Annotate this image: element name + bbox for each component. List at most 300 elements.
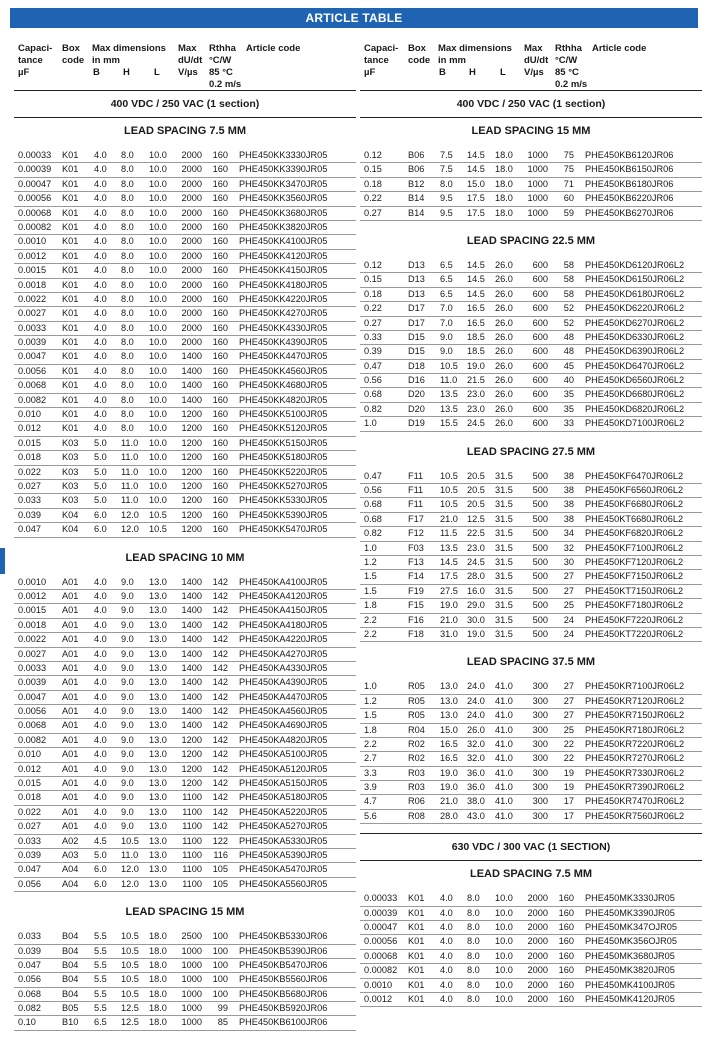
article-code: PHE450KD6560JR06L2 xyxy=(585,375,685,386)
table-row xyxy=(14,163,356,177)
capacitance: 0.010 xyxy=(18,749,41,760)
du-dt: 600 xyxy=(532,346,548,357)
rthha: 160 xyxy=(212,365,228,376)
dim-h: 8.0 xyxy=(467,922,480,933)
table-rows xyxy=(360,680,702,824)
capacitance: 0.033 xyxy=(18,495,41,506)
dim-b: 7.0 xyxy=(440,303,453,314)
dim-h: 9.0 xyxy=(121,576,134,587)
article-code: PHE450KA4100JR05 xyxy=(239,576,328,587)
box-code: K03 xyxy=(62,480,79,491)
dim-b: 6.5 xyxy=(440,288,453,299)
table-row xyxy=(360,964,702,978)
article-code: PHE450KK4680JR05 xyxy=(239,380,328,391)
dim-h: 11.0 xyxy=(121,437,139,448)
box-code: F15 xyxy=(408,600,424,611)
dim-l: 26.0 xyxy=(495,274,513,285)
dim-h: 38.0 xyxy=(467,796,485,807)
table-row xyxy=(360,513,702,527)
dim-l: 41.0 xyxy=(495,681,513,692)
dim-h: 11.0 xyxy=(121,466,139,477)
article-code: PHE450KA5560JR05 xyxy=(239,878,328,889)
box-code: B04 xyxy=(62,988,79,999)
box-code: A01 xyxy=(62,706,79,717)
box-code: R05 xyxy=(408,681,425,692)
dim-l: 10.0 xyxy=(149,221,167,232)
article-code: PHE450KB6180JR06 xyxy=(585,178,674,189)
box-code: R05 xyxy=(408,710,425,721)
du-dt: 500 xyxy=(532,600,548,611)
dim-h: 12.0 xyxy=(121,864,139,875)
box-code: A04 xyxy=(62,878,79,889)
article-code: PHE450KD6820JR06L2 xyxy=(585,403,685,414)
dim-l: 41.0 xyxy=(495,767,513,778)
box-code: F12 xyxy=(408,528,424,539)
box-code: F17 xyxy=(408,513,424,524)
du-dt: 1200 xyxy=(181,749,202,760)
box-code: R02 xyxy=(408,738,425,749)
box-code: K01 xyxy=(62,380,79,391)
article-code: PHE450KA5220JR05 xyxy=(239,806,328,817)
box-code: F11 xyxy=(408,499,424,510)
du-dt: 500 xyxy=(532,585,548,596)
column-header xyxy=(14,40,356,90)
left-column xyxy=(14,40,356,1040)
dim-l: 31.5 xyxy=(495,556,513,567)
article-code: PHE450KR7180JR06L2 xyxy=(585,724,685,735)
article-code: PHE450KA5100JR05 xyxy=(239,749,328,760)
du-dt: 2000 xyxy=(181,337,202,348)
article-code: PHE450KK4120JR05 xyxy=(239,250,328,261)
box-code: K01 xyxy=(62,178,79,189)
dim-h: 24.5 xyxy=(467,556,485,567)
dim-b: 4.0 xyxy=(440,965,453,976)
article-code: PHE450KK4820JR05 xyxy=(239,394,328,405)
dim-l: 13.0 xyxy=(149,648,167,659)
rthha: 142 xyxy=(212,778,228,789)
rthha: 160 xyxy=(212,437,228,448)
du-dt: 300 xyxy=(532,681,548,692)
dim-b: 6.5 xyxy=(440,274,453,285)
header-max-dimensions: Max dimensions in mm xyxy=(438,43,512,66)
capacitance: 0.0039 xyxy=(18,337,47,348)
table-row xyxy=(14,178,356,192)
dim-l: 10.0 xyxy=(149,437,167,448)
capacitance: 2.7 xyxy=(364,753,377,764)
du-dt: 1100 xyxy=(182,878,202,889)
du-dt: 2000 xyxy=(527,979,548,990)
table-row xyxy=(360,345,702,359)
box-code: B14 xyxy=(408,193,425,204)
du-dt: 2000 xyxy=(181,265,202,276)
du-dt: 500 xyxy=(532,485,548,496)
dim-b: 5.0 xyxy=(94,437,107,448)
capacitance: 0.0012 xyxy=(18,590,47,601)
dim-h: 8.0 xyxy=(121,365,134,376)
dim-l: 18.0 xyxy=(495,164,513,175)
box-code: A01 xyxy=(62,590,79,601)
dim-b: 10.5 xyxy=(440,499,458,510)
rthha: 160 xyxy=(212,423,228,434)
dim-b: 7.0 xyxy=(440,317,453,328)
dim-l: 10.0 xyxy=(149,394,167,405)
du-dt: 2000 xyxy=(181,221,202,232)
article-code: PHE450KR7120JR06L2 xyxy=(585,695,685,706)
du-dt: 1400 xyxy=(181,677,202,688)
capacitance: 0.00068 xyxy=(18,207,52,218)
dim-l: 31.5 xyxy=(495,499,513,510)
box-code: K01 xyxy=(62,394,79,405)
capacitance: 0.00033 xyxy=(364,893,398,904)
capacitance: 0.0027 xyxy=(18,308,47,319)
box-code: B10 xyxy=(62,1017,79,1028)
article-code: PHE450KK4270JR05 xyxy=(239,308,328,319)
du-dt: 1200 xyxy=(181,495,202,506)
du-dt: 1200 xyxy=(181,480,202,491)
dim-l: 13.0 xyxy=(149,821,167,832)
dim-h: 12.5 xyxy=(467,513,485,524)
article-code: PHE450KF6560JR06L2 xyxy=(585,485,684,496)
dim-b: 21.0 xyxy=(440,796,458,807)
article-code: PHE450KB6270JR06 xyxy=(585,207,674,218)
dim-h: 9.0 xyxy=(121,792,134,803)
article-code: PHE450MK3330JR05 xyxy=(585,893,675,904)
dim-b: 4.0 xyxy=(94,207,107,218)
table-row xyxy=(360,892,702,906)
capacitance: 0.0039 xyxy=(18,677,47,688)
capacitance: 0.47 xyxy=(364,470,382,481)
dim-l: 41.0 xyxy=(495,724,513,735)
dim-b: 4.0 xyxy=(440,936,453,947)
dim-b: 13.5 xyxy=(440,389,458,400)
capacitance: 0.039 xyxy=(18,849,41,860)
du-dt: 2000 xyxy=(181,178,202,189)
du-dt: 300 xyxy=(532,710,548,721)
box-code: K01 xyxy=(408,893,425,904)
dim-l: 10.0 xyxy=(149,337,167,348)
capacitance: 0.12 xyxy=(364,150,382,160)
box-code: A01 xyxy=(62,677,79,688)
article-code: PHE450KA4690JR05 xyxy=(239,720,328,731)
dim-h: 23.0 xyxy=(467,542,485,553)
capacitance: 0.0056 xyxy=(18,365,47,376)
du-dt: 1200 xyxy=(181,734,202,745)
du-dt: 2500 xyxy=(181,931,202,942)
voltage-rating: 400 VDC / 250 VAC (1 section) xyxy=(360,90,702,118)
dim-l: 41.0 xyxy=(495,796,513,807)
article-code: PHE450KK4150JR05 xyxy=(239,265,328,276)
du-dt: 500 xyxy=(532,628,548,639)
dim-b: 4.0 xyxy=(94,734,107,745)
box-code: K01 xyxy=(62,308,79,319)
column-header xyxy=(360,40,702,90)
rthha: 160 xyxy=(558,979,574,990)
box-code: D15 xyxy=(408,346,425,357)
table-row xyxy=(14,408,356,422)
dim-l: 26.0 xyxy=(495,403,513,414)
box-code: B05 xyxy=(62,1003,79,1014)
header-b: B xyxy=(439,67,446,78)
box-code: K01 xyxy=(62,423,79,434)
capacitance: 0.0012 xyxy=(18,250,47,261)
rthha: 160 xyxy=(212,265,228,276)
dim-l: 10.0 xyxy=(149,308,167,319)
capacitance: 0.00033 xyxy=(18,150,52,160)
dim-h: 9.0 xyxy=(121,821,134,832)
dim-h: 16.5 xyxy=(467,303,485,314)
capacitance: 0.68 xyxy=(364,499,382,510)
dim-l: 13.0 xyxy=(149,763,167,774)
table-row xyxy=(360,178,702,192)
du-dt: 2000 xyxy=(181,193,202,204)
du-dt: 500 xyxy=(532,614,548,625)
dim-l: 10.0 xyxy=(149,380,167,391)
dim-l: 13.0 xyxy=(149,878,167,889)
dim-h: 9.0 xyxy=(121,648,134,659)
dim-l: 26.0 xyxy=(495,360,513,371)
dim-l: 13.0 xyxy=(149,806,167,817)
du-dt: 1100 xyxy=(182,821,202,832)
dim-l: 10.0 xyxy=(495,922,513,933)
dim-h: 20.5 xyxy=(467,485,485,496)
capacitance: 1.8 xyxy=(364,600,377,611)
rthha: 100 xyxy=(212,931,228,942)
table-row xyxy=(360,542,702,556)
box-code: K01 xyxy=(408,907,425,918)
box-code: B04 xyxy=(62,974,79,985)
dim-b: 6.0 xyxy=(94,864,107,875)
table-row xyxy=(360,585,702,599)
box-code: K03 xyxy=(62,452,79,463)
capacitance: 3.9 xyxy=(364,782,377,793)
dim-l: 18.0 xyxy=(149,945,167,956)
dim-b: 5.5 xyxy=(94,931,107,942)
dim-l: 18.0 xyxy=(495,178,513,189)
capacitance: 0.0056 xyxy=(18,706,47,717)
box-code: D15 xyxy=(408,331,425,342)
box-code: A03 xyxy=(62,849,79,860)
article-code: PHE450KB6100JR06 xyxy=(239,1017,328,1028)
capacitance: 0.39 xyxy=(364,346,382,357)
dim-h: 8.0 xyxy=(467,907,480,918)
box-code: K01 xyxy=(62,293,79,304)
dim-b: 4.0 xyxy=(94,720,107,731)
capacitance: 0.0022 xyxy=(18,634,47,645)
rthha: 160 xyxy=(212,380,228,391)
box-code: A01 xyxy=(62,720,79,731)
dim-l: 31.5 xyxy=(495,528,513,539)
rthha: 142 xyxy=(212,619,228,630)
table-row xyxy=(14,322,356,336)
dim-h: 8.0 xyxy=(121,423,134,434)
rthha: 160 xyxy=(212,236,228,247)
dim-h: 12.0 xyxy=(121,524,139,535)
capacitance: 0.0015 xyxy=(18,605,47,616)
box-code: R04 xyxy=(408,724,425,735)
du-dt: 1000 xyxy=(527,150,548,160)
du-dt: 1400 xyxy=(181,648,202,659)
capacitance: 0.22 xyxy=(364,193,382,204)
dim-h: 9.0 xyxy=(121,590,134,601)
capacitance: 0.039 xyxy=(18,945,41,956)
dim-h: 17.5 xyxy=(467,193,485,204)
header-b: B xyxy=(93,67,100,78)
dim-l: 10.0 xyxy=(495,936,513,947)
capacitance: 0.47 xyxy=(364,360,382,371)
dim-h: 17.5 xyxy=(467,207,485,218)
article-code: PHE450KA5150JR05 xyxy=(239,778,328,789)
dim-l: 10.0 xyxy=(149,423,167,434)
box-code: K01 xyxy=(62,236,79,247)
article-code: PHE450KF7120JR06L2 xyxy=(585,556,684,567)
table-row xyxy=(360,374,702,388)
article-code: PHE450KD6120JR06L2 xyxy=(585,259,685,270)
box-code: D20 xyxy=(408,403,425,414)
article-code: PHE450KA4220JR05 xyxy=(239,634,328,645)
dim-b: 6.5 xyxy=(440,259,453,270)
dim-l: 10.0 xyxy=(149,495,167,506)
table-row xyxy=(14,422,356,436)
article-code: PHE450KK3680JR05 xyxy=(239,207,328,218)
dim-h: 8.0 xyxy=(467,979,480,990)
dim-h: 23.0 xyxy=(467,389,485,400)
du-dt: 300 xyxy=(532,724,548,735)
dim-l: 10.0 xyxy=(495,993,513,1004)
box-code: K03 xyxy=(62,466,79,477)
dim-h: 30.0 xyxy=(467,614,485,625)
article-code: PHE450KD6470JR06L2 xyxy=(585,360,685,371)
rthha: 160 xyxy=(558,965,574,976)
dim-h: 19.0 xyxy=(467,628,485,639)
box-code: K01 xyxy=(62,351,79,362)
box-code: A01 xyxy=(62,605,79,616)
capacitance: 0.27 xyxy=(364,317,382,328)
dim-l: 10.0 xyxy=(495,979,513,990)
article-code: PHE450KD7100JR06L2 xyxy=(585,418,685,429)
dim-b: 4.0 xyxy=(94,409,107,420)
article-code: PHE450KA4560JR05 xyxy=(239,706,328,717)
box-code: R05 xyxy=(408,695,425,706)
dim-h: 10.5 xyxy=(121,974,139,985)
rthha: 105 xyxy=(212,878,228,889)
table-row xyxy=(360,599,702,613)
dim-b: 4.0 xyxy=(94,150,107,160)
table-row xyxy=(14,945,356,959)
table-row xyxy=(360,360,702,374)
box-code: K01 xyxy=(408,979,425,990)
dim-l: 26.0 xyxy=(495,346,513,357)
table-row xyxy=(14,221,356,235)
rthha: 160 xyxy=(212,466,228,477)
table-row xyxy=(360,767,702,781)
du-dt: 300 xyxy=(532,753,548,764)
table-row xyxy=(360,921,702,935)
rthha: 52 xyxy=(563,317,574,328)
table-row xyxy=(360,470,702,484)
du-dt: 1200 xyxy=(181,423,202,434)
dim-l: 31.5 xyxy=(495,614,513,625)
du-dt: 1000 xyxy=(181,1017,202,1028)
dim-h: 9.0 xyxy=(121,677,134,688)
dim-h: 9.0 xyxy=(121,605,134,616)
box-code: A01 xyxy=(62,821,79,832)
rthha: 160 xyxy=(212,250,228,261)
du-dt: 1000 xyxy=(527,164,548,175)
dim-b: 4.0 xyxy=(94,763,107,774)
table-row xyxy=(360,935,702,949)
dim-h: 12.0 xyxy=(121,509,139,520)
article-code: PHE450KF7220JR06L2 xyxy=(585,614,684,625)
box-code: F13 xyxy=(408,556,424,567)
dim-b: 4.0 xyxy=(94,394,107,405)
table-row xyxy=(360,527,702,541)
dim-h: 8.0 xyxy=(121,308,134,319)
lead-spacing-heading: LEAD SPACING 7.5 MM xyxy=(469,868,593,881)
du-dt: 300 xyxy=(532,810,548,821)
table-row xyxy=(14,835,356,849)
dim-b: 13.5 xyxy=(440,403,458,414)
dim-b: 4.0 xyxy=(94,677,107,688)
article-code: PHE450KF6820JR06L2 xyxy=(585,528,684,539)
table-row xyxy=(360,207,702,221)
dim-b: 19.0 xyxy=(440,782,458,793)
du-dt: 1200 xyxy=(181,437,202,448)
du-dt: 1100 xyxy=(182,806,202,817)
capacitance: 0.0010 xyxy=(18,576,47,587)
table-row xyxy=(14,207,356,221)
dim-b: 13.0 xyxy=(440,681,458,692)
dim-l: 41.0 xyxy=(495,695,513,706)
dim-h: 8.0 xyxy=(467,950,480,961)
capacitance: 0.82 xyxy=(364,528,382,539)
box-code: A01 xyxy=(62,576,79,587)
du-dt: 1400 xyxy=(181,706,202,717)
rthha: 27 xyxy=(563,695,574,706)
box-code: B04 xyxy=(62,931,79,942)
table-row xyxy=(360,614,702,628)
dim-h: 12.5 xyxy=(121,1003,139,1014)
header-h: H xyxy=(469,67,476,78)
rthha: 35 xyxy=(563,389,574,400)
dim-h: 11.0 xyxy=(121,452,139,463)
dim-l: 13.0 xyxy=(149,590,167,601)
dim-l: 18.0 xyxy=(495,207,513,218)
du-dt: 2000 xyxy=(527,907,548,918)
du-dt: 2000 xyxy=(527,965,548,976)
rthha: 48 xyxy=(563,346,574,357)
lead-spacing-heading: LEAD SPACING 27.5 MM xyxy=(466,445,596,458)
box-code: D20 xyxy=(408,389,425,400)
capacitance: 0.047 xyxy=(18,959,41,970)
table-row xyxy=(360,403,702,417)
dim-b: 4.0 xyxy=(94,576,107,587)
dim-h: 8.0 xyxy=(121,279,134,290)
dim-l: 18.0 xyxy=(495,193,513,204)
dim-h: 18.5 xyxy=(467,331,485,342)
capacitance: 0.010 xyxy=(18,409,41,420)
dim-b: 4.0 xyxy=(94,706,107,717)
table-row xyxy=(360,738,702,752)
dim-b: 4.0 xyxy=(94,423,107,434)
dim-b: 13.5 xyxy=(440,542,458,553)
rthha: 142 xyxy=(212,590,228,601)
dim-l: 10.0 xyxy=(495,950,513,961)
dim-b: 28.0 xyxy=(440,810,458,821)
dim-h: 32.0 xyxy=(467,753,485,764)
dim-l: 10.0 xyxy=(149,452,167,463)
article-code: PHE450KK3470JR05 xyxy=(239,178,328,189)
rthha: 142 xyxy=(212,576,228,587)
